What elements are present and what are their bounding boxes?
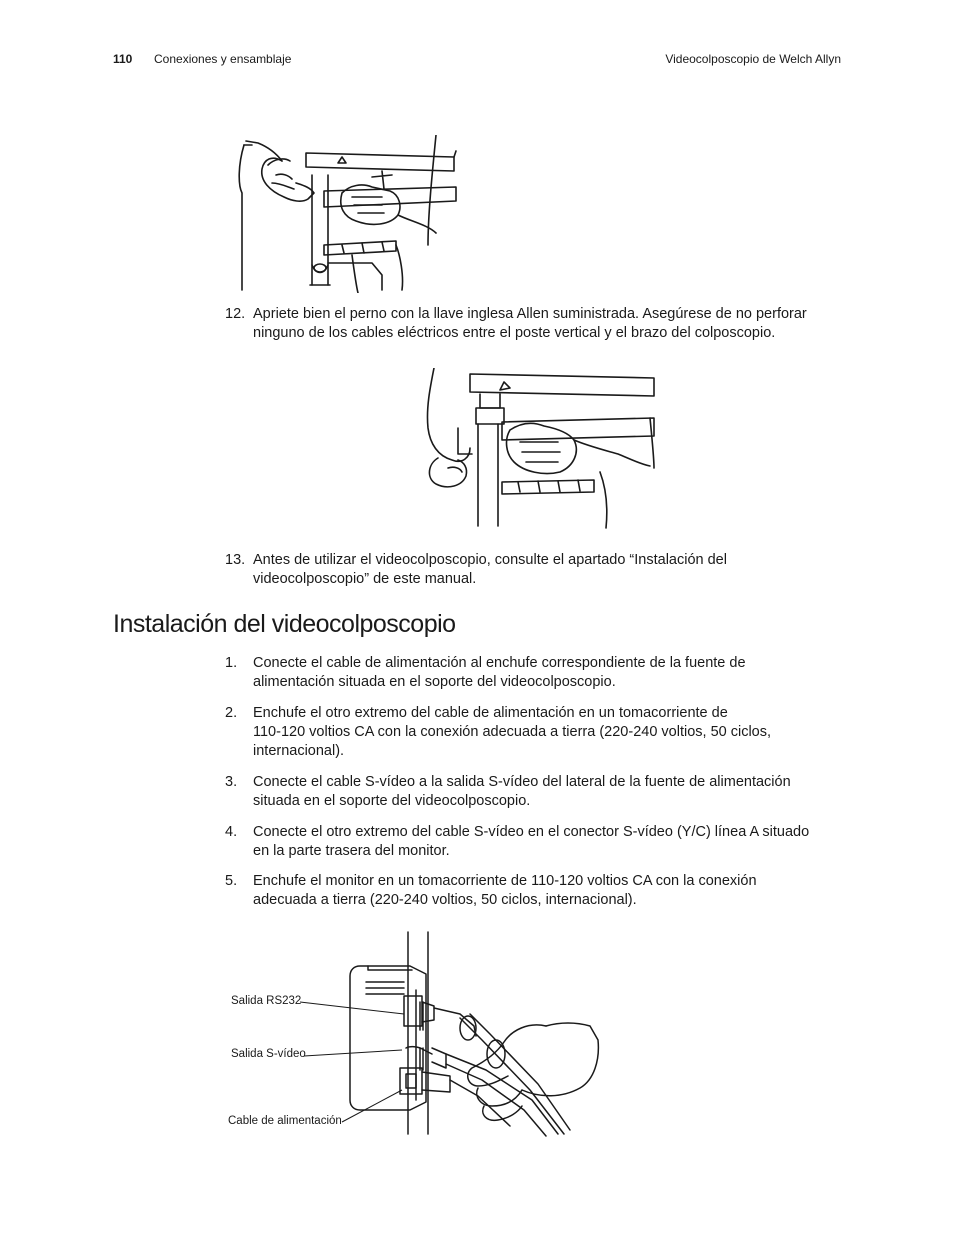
- callout-rs232-output: Salida RS232: [231, 995, 302, 1007]
- install-step-5: [225, 872, 845, 910]
- step-text: Apriete bien el perno con la llave inglesa Allen suministrada. Asegúrese de no perforar ninguno de los cables eléctricos entre el poste vertical y el brazo del colposcopio.: [253, 306, 807, 341]
- section-name: Conexiones y ensamblaje: [154, 52, 292, 66]
- step-number: 5.: [225, 873, 238, 889]
- step-text: Conecte el cable de alimentación al enchufe correspondiente de la fuente de alimentación situada en el soporte del videocolposcopio.: [253, 655, 746, 690]
- callout-svideo-output: Salida S-vídeo: [231, 1048, 306, 1060]
- figure-attach-arm: [232, 135, 464, 293]
- callout-power-cable: Cable de alimentación: [228, 1115, 342, 1127]
- install-step-3: [225, 773, 845, 811]
- step-text: Conecte el otro extremo del cable S-vídeo en el conector S-vídeo (Y/C) línea A situado en la parte trasera del monitor.: [253, 824, 810, 859]
- step-number: 1.: [225, 655, 238, 671]
- step-number: 2.: [225, 705, 238, 721]
- section-heading: Instalación del videocolposcopio: [113, 610, 456, 638]
- step-text: Conecte el cable S-vídeo a la salida S-vídeo del lateral de la fuente de alimentación situada en el soporte del videocolposcopio.: [253, 774, 791, 809]
- step-number: 3.: [225, 774, 238, 790]
- step-number: 13.: [225, 552, 246, 568]
- page-header: [113, 52, 841, 70]
- document-title: Videocolposcopio de Welch Allyn: [665, 52, 841, 66]
- install-step-4: [225, 823, 845, 861]
- figure-power-supply-connections: [300, 930, 600, 1138]
- step-text: Enchufe el otro extremo del cable de alimentación en un tomacorriente de 110-120 voltios CA con la conexión adecuada a tierra (220-240 voltios, 50 ciclos, internacional).: [253, 705, 772, 759]
- step-number: 12.: [225, 306, 246, 322]
- step-text: Enchufe el monitor en un tomacorriente de 110-120 voltios CA con la conexión adecuada a tierra (220-240 voltios, 50 ciclos, internacional).: [253, 873, 757, 908]
- step-13: [225, 551, 845, 589]
- page-number: 110: [113, 52, 133, 66]
- step-number: 4.: [225, 824, 238, 840]
- install-step-2: [225, 704, 845, 761]
- step-text: Antes de utilizar el videocolposcopio, consulte el apartado “Instalación del videocolposcopio” de este manual.: [253, 552, 727, 587]
- step-12: [225, 305, 845, 343]
- figure-tighten-bolt: [418, 368, 658, 530]
- install-step-1: [225, 654, 845, 692]
